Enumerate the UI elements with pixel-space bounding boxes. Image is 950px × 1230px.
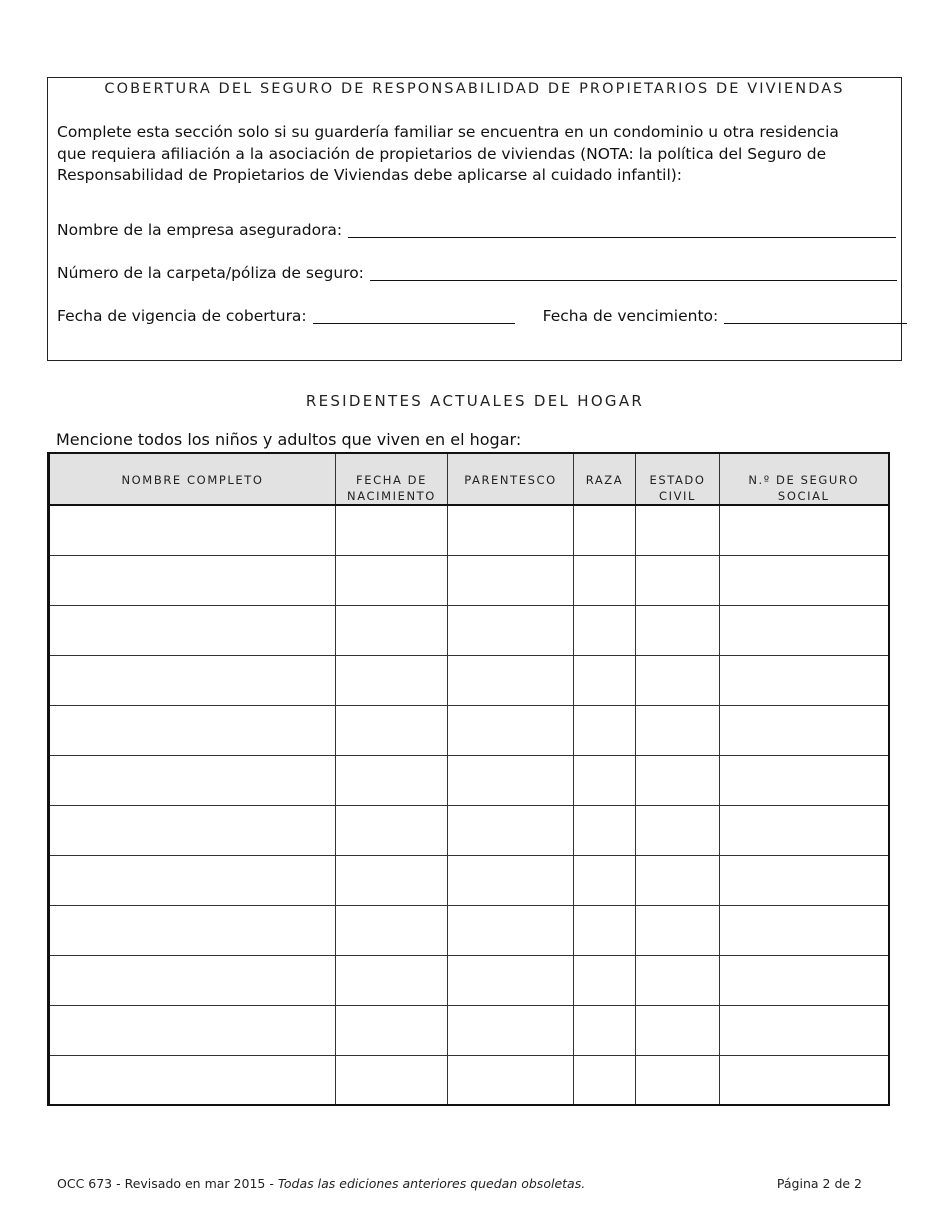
cell-race[interactable]	[574, 855, 636, 905]
cell-ssn[interactable]	[720, 855, 889, 905]
cell-full-name[interactable]	[49, 805, 336, 855]
cell-marital-status[interactable]	[636, 905, 720, 955]
residents-table	[47, 452, 890, 1106]
insurer-name-label: Nombre de la empresa aseguradora:	[57, 221, 343, 239]
cell-race[interactable]	[574, 1005, 636, 1055]
cell-marital-status[interactable]	[636, 855, 720, 905]
cell-marital-status[interactable]	[636, 1005, 720, 1055]
table-row	[49, 655, 889, 705]
column-header-ssn: N.º DE SEGURO SOCIAL	[720, 453, 889, 505]
cell-ssn[interactable]	[720, 905, 889, 955]
effective-date-field[interactable]	[313, 309, 515, 324]
table-row	[49, 705, 889, 755]
cell-marital-status[interactable]	[636, 805, 720, 855]
cell-marital-status[interactable]	[636, 955, 720, 1005]
cell-relationship[interactable]	[448, 855, 574, 905]
cell-race[interactable]	[574, 1055, 636, 1105]
homeowners-insurance-section	[47, 77, 902, 361]
cell-relationship[interactable]	[448, 755, 574, 805]
coverage-dates-row	[57, 306, 907, 325]
cell-full-name[interactable]	[49, 705, 336, 755]
cell-race[interactable]	[574, 805, 636, 855]
cell-marital-status[interactable]	[636, 1055, 720, 1105]
cell-marital-status[interactable]	[636, 755, 720, 805]
cell-full-name[interactable]	[49, 755, 336, 805]
page-number: Página 2 de 2	[776, 1176, 862, 1191]
cell-race[interactable]	[574, 905, 636, 955]
cell-full-name[interactable]	[49, 555, 336, 605]
column-header-marital-status: ESTADO CIVIL	[636, 453, 720, 505]
cell-birth-date[interactable]	[336, 555, 448, 605]
cell-relationship[interactable]	[448, 955, 574, 1005]
cell-race[interactable]	[574, 705, 636, 755]
column-header-full-name: NOMBRE COMPLETO	[49, 453, 336, 505]
cell-birth-date[interactable]	[336, 605, 448, 655]
cell-relationship[interactable]	[448, 555, 574, 605]
column-header-relationship: PARENTESCO	[448, 453, 574, 505]
table-row	[49, 555, 889, 605]
cell-relationship[interactable]	[448, 605, 574, 655]
table-row	[49, 605, 889, 655]
cell-relationship[interactable]	[448, 655, 574, 705]
cell-ssn[interactable]	[720, 705, 889, 755]
cell-ssn[interactable]	[720, 555, 889, 605]
table-row	[49, 805, 889, 855]
policy-number-row	[57, 263, 897, 282]
table-row	[49, 755, 889, 805]
cell-birth-date[interactable]	[336, 505, 448, 555]
table-row	[49, 855, 889, 905]
expiration-date-label: Fecha de vencimiento:	[542, 307, 719, 325]
cell-birth-date[interactable]	[336, 855, 448, 905]
cell-birth-date[interactable]	[336, 905, 448, 955]
policy-number-field[interactable]	[370, 266, 897, 281]
cell-full-name[interactable]	[49, 655, 336, 705]
cell-race[interactable]	[574, 955, 636, 1005]
table-row	[49, 1005, 889, 1055]
cell-ssn[interactable]	[720, 605, 889, 655]
cell-relationship[interactable]	[448, 1005, 574, 1055]
cell-race[interactable]	[574, 655, 636, 705]
table-row	[49, 505, 889, 555]
cell-birth-date[interactable]	[336, 805, 448, 855]
expiration-date-field[interactable]	[724, 309, 907, 324]
cell-relationship[interactable]	[448, 805, 574, 855]
cell-race[interactable]	[574, 505, 636, 555]
column-header-birth-date: FECHA DE NACIMIENTO	[336, 453, 448, 505]
cell-full-name[interactable]	[49, 605, 336, 655]
cell-relationship[interactable]	[448, 1055, 574, 1105]
cell-ssn[interactable]	[720, 805, 889, 855]
table-row	[49, 1055, 889, 1105]
cell-full-name[interactable]	[49, 505, 336, 555]
insurance-section-title: COBERTURA DEL SEGURO DE RESPONSABILIDAD DE PROPIETARIOS DE VIVIENDAS	[104, 81, 845, 97]
cell-race[interactable]	[574, 755, 636, 805]
cell-marital-status[interactable]	[636, 605, 720, 655]
residents-table-body	[49, 505, 889, 1105]
cell-ssn[interactable]	[720, 1055, 889, 1105]
cell-marital-status[interactable]	[636, 705, 720, 755]
cell-marital-status[interactable]	[636, 655, 720, 705]
cell-ssn[interactable]	[720, 655, 889, 705]
cell-full-name[interactable]	[49, 855, 336, 905]
form-revision-footer	[57, 1176, 585, 1191]
cell-relationship[interactable]	[448, 505, 574, 555]
cell-full-name[interactable]	[49, 905, 336, 955]
cell-ssn[interactable]	[720, 955, 889, 1005]
cell-full-name[interactable]	[49, 1055, 336, 1105]
policy-number-label: Número de la carpeta/póliza de seguro:	[57, 264, 364, 282]
cell-birth-date[interactable]	[336, 955, 448, 1005]
form-revision-info: OCC 673 - Revisado en mar 2015 -	[57, 1176, 278, 1191]
cell-full-name[interactable]	[49, 1005, 336, 1055]
insurance-section-instructions: Complete esta sección solo si su guardería familiar se encuentra en un condominio u otra residencia que requiera afiliación a la asociación de propietarios de viviendas (NOTA: la política del Seguro de Responsabilidad de Propietarios de Viviendas debe aplicarse al cuidado infantil):	[57, 123, 839, 184]
cell-marital-status[interactable]	[636, 555, 720, 605]
insurer-name-field[interactable]	[348, 223, 896, 238]
column-header-race: RAZA	[574, 453, 636, 505]
cell-birth-date[interactable]	[336, 755, 448, 805]
table-row	[49, 955, 889, 1005]
cell-birth-date[interactable]	[336, 655, 448, 705]
cell-birth-date[interactable]	[336, 705, 448, 755]
cell-relationship[interactable]	[448, 905, 574, 955]
residents-instruction: Mencione todos los niños y adultos que viven en el hogar:	[56, 430, 522, 449]
obsolete-editions-note: Todas las ediciones anteriores quedan obsoletas.	[277, 1176, 586, 1191]
residents-section-title: RESIDENTES ACTUALES DEL HOGAR	[305, 392, 645, 410]
cell-relationship[interactable]	[448, 705, 574, 755]
table-row	[49, 905, 889, 955]
cell-full-name[interactable]	[49, 955, 336, 1005]
cell-birth-date[interactable]	[336, 1055, 448, 1105]
cell-marital-status[interactable]	[636, 505, 720, 555]
cell-ssn[interactable]	[720, 1005, 889, 1055]
cell-race[interactable]	[574, 605, 636, 655]
cell-race[interactable]	[574, 555, 636, 605]
table-header-row	[49, 453, 889, 505]
effective-date-label: Fecha de vigencia de cobertura:	[57, 307, 307, 325]
insurer-name-row	[57, 220, 896, 239]
cell-ssn[interactable]	[720, 505, 889, 555]
cell-ssn[interactable]	[720, 755, 889, 805]
cell-birth-date[interactable]	[336, 1005, 448, 1055]
